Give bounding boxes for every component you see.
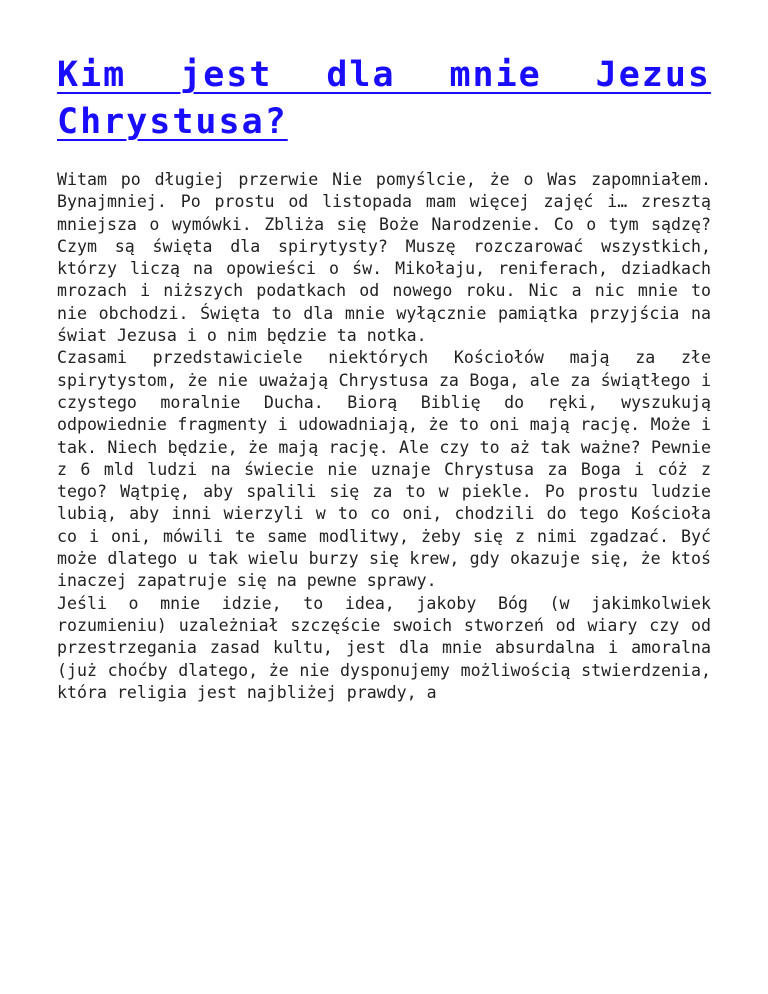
article-paragraph-3: Jeśli o mnie idzie, to idea, jakoby Bóg (w jakimkolwiek rozumieniu) uzależniał szczęście swoich stworzeń od wiary czy od przestrzegania zasad kultu, jest dla mnie absurdalna i amoralna (już choćby dlatego, że nie dysponujemy możliwością stwierdzenia, która religia jest najbliżej prawdy, a [57,593,711,702]
article-paragraph-1: Witam po długiej przerwie Nie pomyślcie, że o Was zapomniałem. Bynajmniej. Po prostu od listopada mam więcej zajęć i… zresztą mniejsza o wymówki. Zbliża się Boże Narodzenie. Co o tym sądzę? Czym są święta dla spirytysty? Muszę rozczarować wszystkich, którzy liczą na opowieści o św. Mikołaju, reniferach, dziadkach mrozach i niższych podatkach od nowego roku. Nic a nic mnie to nie obchodzi. Święta to dla mnie wyłącznie pamiątka przyjścia na świat Jezusa i o nim będzie ta notka. [57,170,711,346]
article [57,52,711,704]
article-paragraph-2: Czasami przedstawiciele niektórych Kościołów mają za złe spirytystom, że nie uważają Chrystusa za Boga, ale za świątłego i czystego moralnie Ducha. Biorą Biblię do ręki, wyszukują odpowiednie fragmenty i udowadniają, że to oni mają rację. Może i tak. Niech będzie, że mają rację. Ale czy to aż tak ważne? Pewnie z 6 mld ludzi na świecie nie uznaje Chrystusa za Boga i cóż z tego? Wątpię, aby spalili się za to w piekle. Po prostu ludzie lubią, aby inni wierzyli w to co oni, chodzili do tego Kościoła co i oni, mówili te same modlitwy, żeby się z nimi zgadzać. Być może dlatego u tak wielu burzy się krew, gdy okazuje się, że ktoś inaczej zapatruje się na pewne sprawy. [57,348,711,591]
article-title-link[interactable]: Kim jest dla mnie Jezus Chrystusa? [57,55,711,142]
